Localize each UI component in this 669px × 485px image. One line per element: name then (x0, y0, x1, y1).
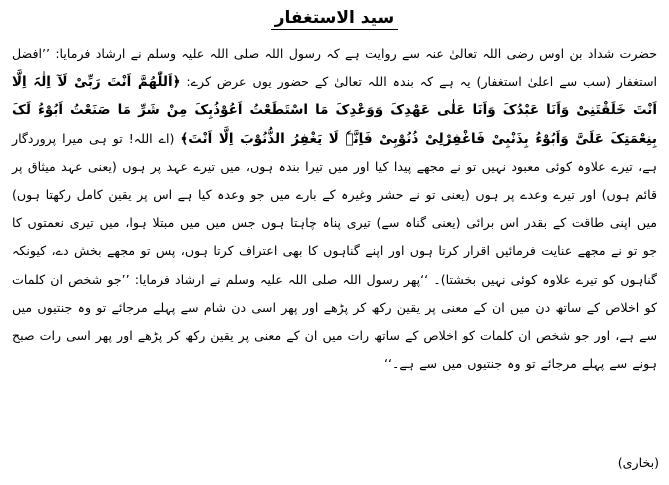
source-reference: (بخاری) (617, 455, 659, 470)
hadith-conclusion: ‘‘پھر رسول اللہ صلی اللہ علیہ وسلم نے ارشاد فرمایا: ’’جو شخص ان کلمات کو اخلاص کے ساتھ دن میں ان کے معنی پر یقین رکھ کر پڑھے اور پھر اسی دن شام سے پہلے مرجائے تو وہ جنتیوں میں سے ہے، اور جو شخص ان کلمات کو اخلاص کے ساتھ رات میں ان کے معنی پر یقین رکھ کر پڑھے اور پھر اسی رات صبح ہونے سے پہلے مرجائے تو وہ جنتیوں میں سے ہے۔‘‘ (12, 271, 657, 372)
arabic-dua: ﴿اَللّٰھُمَّ اَنْتَ رَبِّیْ لَآ اِلٰہَ اِلَّا اَنْتَ خَلَقْتَنِیْ وَاَنَا عَبْدُکَ وَاَنَا عَلٰی عَھْدِکَ وَوَعْدِکَ مَا اسْتَطَعْتُ اَعُوْذُبِکَ مِنْ شَرِّ مَا صَنَعْتُ اَبُوْءُ لَکَ بِنِعْمَتِکَ عَلَیَّ وَاَبُوْءُ بِذَنْبِیْ فَاغْفِرْلِیْ ذُنُوْبِیْ فَاِنَّہٗ لَا یَغْفِرُ الذُّنُوْبَ اِلَّا اَنْتَ﴾ (12, 74, 657, 147)
hadith-intro: حضرت شداد بن اوس رضی اللہ تعالیٰ عنہ سے روایت ہے کہ رسول اللہ صلی اللہ علیہ وسلم نے ارشاد فرمایا: ’’افضل استغفار (سب سے اعلیٰ استغفار) یہ ہے کہ بندہ اللہ تعالیٰ کے حضور یوں عرض کرے: (12, 46, 657, 90)
hadith-paragraph (12, 40, 657, 378)
dua-translation: (اے اللہ! تو ہی میرا پروردگار ہے، تیرے علاوہ کوئی معبود نہیں تو نے مجھے پیدا کیا اور میں تیرا بندہ ہوں، میں تیرے عہد پر ہوں (یعنی عہد میثاق پر قائم ہوں) اور تیرے وعدے پر ہوں (یعنی تو نے حشر وغیرہ کے بارے میں جو وعدہ کیا ہے اس پر یقین کامل رکھتا ہوں) میں اپنی طاقت کے بقدر اس برائی (یعنی گناہ سے) تیری پناہ چاہتا ہوں جس میں میں مبتلا ہوا، میں تیری نعمتوں کا جو تو نے مجھے عنایت فرمائیں اقرار کرتا ہوں اور اپنے گناہوں کا بھی اعتراف کرتا ہوں، پس تو مجھے بخش دے، کیونکہ گناہوں کو تیرے علاوہ کوئی نہیں بخشتا)۔ (12, 130, 657, 287)
page-title (12, 6, 657, 30)
title-text: سید الاستغفار (271, 8, 399, 30)
